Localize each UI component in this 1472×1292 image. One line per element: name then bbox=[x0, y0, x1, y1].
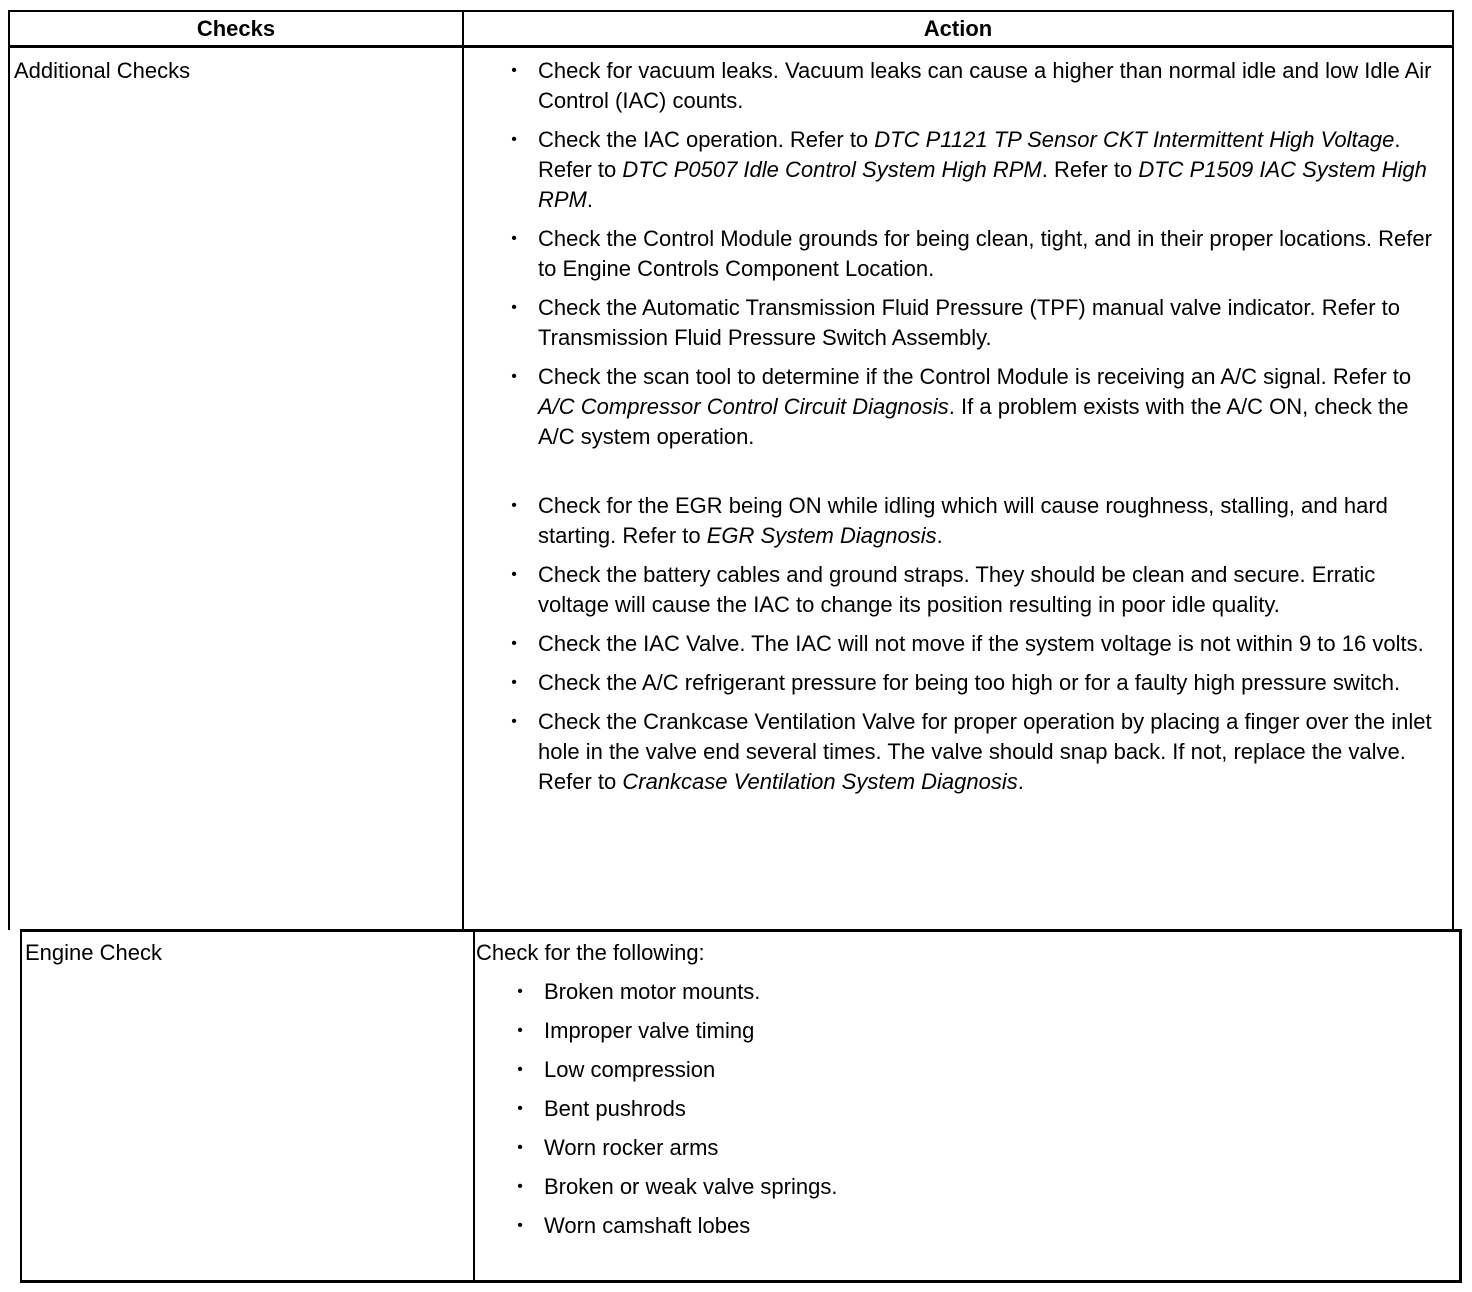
action-text: Broken motor mounts. bbox=[544, 979, 761, 1004]
reference-text: EGR System Diagnosis bbox=[706, 523, 937, 548]
action-text: Check the IAC Valve. The IAC will not move if the system voltage is not within 9 to 16 volts. bbox=[538, 631, 1424, 656]
action-text: Worn rocker arms bbox=[544, 1135, 719, 1160]
action-text: Check the scan tool to determine if the Control Module is receiving an A/C signal. Refer to bbox=[538, 364, 1412, 389]
bullet-icon: • bbox=[517, 1100, 523, 1117]
reference-text: A/C Compressor Control Circuit Diagnosis bbox=[538, 394, 949, 419]
list-item bbox=[506, 1094, 1306, 1124]
engine-check-intro: Check for the following: bbox=[476, 940, 705, 965]
bullet-icon: • bbox=[517, 1061, 523, 1078]
action-text: Bent pushrods bbox=[544, 1096, 686, 1121]
checks-cell bbox=[22, 932, 475, 1280]
list-item bbox=[506, 1133, 1306, 1163]
action-text: Check the battery cables and ground straps. They should be clean and secure. Erratic voltage will cause the IAC to change its position resulting in poor idle quality. bbox=[538, 562, 1376, 617]
list-item bbox=[506, 977, 1306, 1007]
action-text: Improper valve timing bbox=[544, 1018, 755, 1043]
additional-checks-action-list bbox=[500, 56, 1440, 806]
bullet-icon: • bbox=[517, 1217, 523, 1234]
action-text: Broken or weak valve springs. bbox=[544, 1174, 838, 1199]
bullet-icon: • bbox=[517, 1139, 523, 1156]
action-text: Check for vacuum leaks. Vacuum leaks can cause a higher than normal idle and low Idle Air Control (IAC) counts. bbox=[538, 58, 1432, 113]
header-checks: Checks bbox=[10, 12, 464, 45]
list-item bbox=[506, 1211, 1306, 1241]
action-text: Check the Crankcase Ventilation Valve for proper operation by placing a finger over the inlet hole in the valve end several times. The valve should snap back. If not, replace the valve. Refer to bbox=[538, 709, 1432, 794]
action-text: . bbox=[1017, 769, 1024, 794]
list-item bbox=[500, 491, 1440, 551]
table-header-row bbox=[8, 10, 1454, 48]
engine-check-action-list bbox=[506, 977, 1306, 1250]
list-item bbox=[500, 668, 1440, 698]
bullet-icon: • bbox=[511, 497, 517, 514]
bullet-icon: • bbox=[511, 635, 517, 652]
checks-cell bbox=[10, 48, 464, 930]
list-item bbox=[506, 1172, 1306, 1202]
list-item bbox=[506, 1016, 1306, 1046]
reference-text: DTC P1509 IAC System High RPM bbox=[538, 157, 1427, 212]
reference-text: DTC P1121 TP Sensor CKT Intermittent High Voltage bbox=[874, 127, 1395, 152]
bullet-icon: • bbox=[517, 1022, 523, 1039]
action-text: Worn camshaft lobes bbox=[544, 1213, 751, 1238]
list-item bbox=[500, 293, 1440, 353]
header-action: Action bbox=[923, 15, 993, 41]
bullet-icon: • bbox=[511, 713, 517, 730]
action-text: Check the IAC operation. Refer to bbox=[538, 127, 875, 152]
list-item bbox=[506, 1055, 1306, 1085]
list-item bbox=[500, 125, 1440, 215]
action-text: Check the A/C refrigerant pressure for being too high or for a faulty high pressure switch. bbox=[538, 670, 1401, 695]
bullet-icon: • bbox=[511, 566, 517, 583]
action-text: . Refer to bbox=[538, 127, 1401, 182]
reference-text: DTC P0507 Idle Control System High RPM bbox=[622, 157, 1042, 182]
list-item bbox=[500, 362, 1440, 452]
list-item bbox=[500, 629, 1440, 659]
action-text: . Refer to bbox=[1041, 157, 1139, 182]
list-item bbox=[500, 56, 1440, 116]
action-text: Low compression bbox=[544, 1057, 716, 1082]
bullet-icon: • bbox=[517, 983, 523, 1000]
bullet-icon: • bbox=[511, 230, 517, 247]
action-text: . bbox=[936, 523, 943, 548]
bullet-icon: • bbox=[511, 62, 517, 79]
check-label-engine: Engine Check bbox=[25, 940, 162, 965]
check-label-additional: Additional Checks bbox=[14, 58, 191, 83]
list-item bbox=[500, 707, 1440, 797]
action-text: . If a problem exists with the A/C ON, check the A/C system operation. bbox=[538, 394, 1409, 449]
bullet-icon: • bbox=[511, 674, 517, 691]
action-text: Check the Automatic Transmission Fluid Pressure (TPF) manual valve indicator. Refer to Transmission Fluid Pressure Switch Assembly. bbox=[538, 295, 1401, 350]
action-text: Check the Control Module grounds for being clean, tight, and in their proper locations. Refer to Engine Controls Component Location. bbox=[538, 226, 1432, 281]
list-item bbox=[500, 560, 1440, 620]
bullet-icon: • bbox=[511, 368, 517, 385]
action-text: Check for the EGR being ON while idling which will cause roughness, stalling, and hard starting. Refer to bbox=[538, 493, 1388, 548]
reference-text: Crankcase Ventilation System Diagnosis bbox=[622, 769, 1018, 794]
list-item bbox=[500, 224, 1440, 284]
bullet-icon: • bbox=[517, 1178, 523, 1195]
bullet-icon: • bbox=[511, 299, 517, 316]
action-text: . bbox=[586, 187, 594, 212]
bullet-icon: • bbox=[511, 131, 517, 148]
